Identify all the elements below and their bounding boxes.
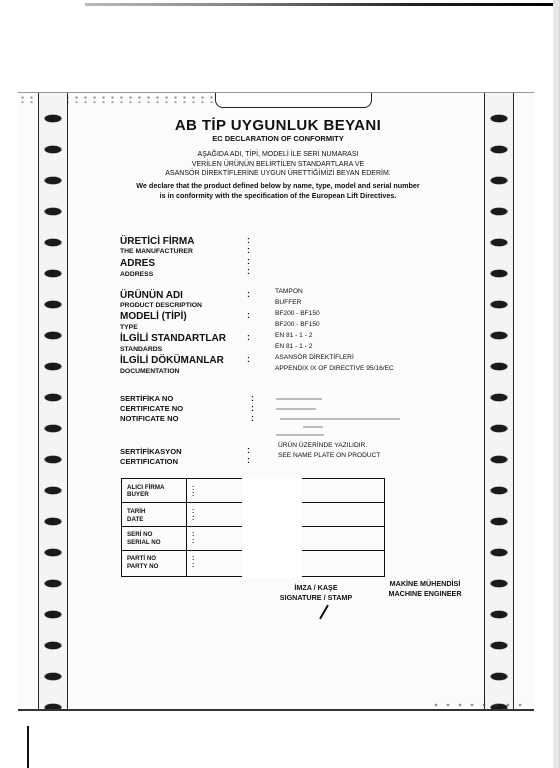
table-row-label: DATE bbox=[127, 516, 144, 523]
documentation-value-tr: ASANSÖR DİREKTİFLERİ bbox=[275, 354, 354, 361]
engineer-title-en: MACHINE ENGINEER bbox=[388, 589, 462, 598]
signature-label-en: SIGNATURE / STAMP bbox=[279, 593, 353, 602]
english-declaration-line: We declare that the product defined below by name, type, model and serial number bbox=[136, 181, 420, 190]
certificate-label-en: CERTIFICATE NO bbox=[120, 404, 184, 413]
turkish-declaration-line: ASANSÖR DİREKTİFLERİNE UYGUN ÜRETTİĞİMİZİ BEYAN EDERİM. bbox=[165, 170, 391, 177]
certificate-colon: : bbox=[251, 393, 254, 403]
standards-label-en: STANDARDS bbox=[120, 346, 163, 353]
right-tractor-feed-strip bbox=[484, 93, 514, 709]
standards-value: EN 81 - 1 - 2 bbox=[275, 332, 313, 339]
table-colon: : bbox=[192, 515, 195, 522]
left-tractor-feed-strip bbox=[38, 93, 68, 709]
manufacturer-label: ÜRETİCİ FİRMA bbox=[120, 236, 195, 247]
address-colon: : bbox=[247, 266, 250, 276]
redacted-notified-body bbox=[276, 434, 324, 436]
table-row-label: BUYER bbox=[127, 491, 149, 498]
certification-colon: : bbox=[247, 445, 250, 455]
notificate-colon: : bbox=[251, 413, 254, 423]
turkish-declaration-line: AŞAĞIDA ADI, TİPİ, MODELİ İLE SERİ NUMARASI bbox=[197, 151, 359, 158]
redacted-table-values bbox=[242, 477, 302, 578]
table-row-label: SERİ NO bbox=[127, 531, 153, 538]
model-label: MODELİ (TİPİ) bbox=[120, 311, 187, 322]
table-colon: : bbox=[192, 555, 195, 562]
english-declaration bbox=[78, 181, 478, 201]
table-row-label: SERIAL NO bbox=[127, 539, 161, 546]
address-label-en: ADDRESS bbox=[120, 271, 154, 278]
scan-right-edge bbox=[553, 0, 559, 768]
certificate-colon: : bbox=[251, 403, 254, 413]
address-label: ADRES bbox=[120, 258, 156, 269]
product-value-en: BUFFER bbox=[275, 299, 302, 306]
signature-label: İMZA / KAŞE bbox=[294, 583, 338, 592]
scan-top-line bbox=[85, 3, 555, 6]
manufacturer-colon: : bbox=[247, 235, 250, 245]
signature-block bbox=[276, 583, 356, 603]
manufacturer-colon: : bbox=[247, 245, 250, 255]
table-colon: : bbox=[192, 485, 195, 492]
documentation-value-en: APPENDIX IX OF DIRECTIVE 95/16/EC bbox=[275, 365, 394, 372]
english-declaration-line: is in conformity with the specification of the European Lift Directives. bbox=[159, 191, 397, 200]
redacted-certificate-number bbox=[276, 408, 316, 410]
table-column-divider bbox=[186, 479, 187, 576]
documentation-label-en: DOCUMENTATION bbox=[120, 368, 180, 375]
turkish-declaration-line: VERİLEN ÜRÜNÜN BELİRTİLEN STANDARTLARA VE bbox=[191, 160, 365, 168]
table-colon: : bbox=[192, 508, 195, 515]
table-row-label: TARİH bbox=[127, 508, 146, 515]
certification-label-en: CERTIFICATION bbox=[120, 457, 179, 466]
document-title: AB TİP UYGUNLUK BEYANI bbox=[174, 117, 382, 134]
redacted-notified-body bbox=[280, 418, 400, 420]
model-value: BF200 - BF150 bbox=[275, 321, 320, 328]
product-label-en: PRODUCT DESCRIPTION bbox=[120, 302, 202, 309]
documentation-colon: : bbox=[247, 354, 250, 364]
table-colon: : bbox=[192, 491, 195, 498]
model-label-en: TYPE bbox=[120, 324, 138, 331]
model-value: BF200 - BF150 bbox=[275, 310, 320, 317]
table-colon: : bbox=[192, 538, 195, 545]
table-colon: : bbox=[192, 562, 195, 569]
certification-label: SERTİFİKASYON bbox=[120, 447, 182, 456]
margin-mark bbox=[27, 726, 29, 768]
product-label: ÜRÜNÜN ADI bbox=[120, 290, 183, 301]
table-colon: : bbox=[192, 531, 195, 538]
notificate-label: NOTIFICATE NO bbox=[120, 414, 179, 423]
declaration-sheet bbox=[18, 92, 534, 711]
engineer-block bbox=[375, 579, 475, 599]
buyer-info-table bbox=[121, 478, 385, 577]
turkish-declaration bbox=[78, 150, 478, 179]
document-subtitle: EC DECLARATION OF CONFORMITY bbox=[212, 134, 344, 143]
table-row-label: PARTİ NO bbox=[127, 555, 157, 562]
certificate-label: SERTİFİKA NO bbox=[120, 394, 174, 403]
documentation-label: İLGİLİ DÖKÜMANLAR bbox=[120, 355, 224, 366]
redacted-notified-body bbox=[303, 426, 323, 428]
engineer-title: MAKİNE MÜHENDİSİ bbox=[389, 579, 461, 588]
standards-colon: : bbox=[247, 332, 250, 342]
table-row-label: PARTY NO bbox=[127, 563, 159, 570]
scan-specks bbox=[430, 702, 530, 708]
header-tab-frame bbox=[215, 93, 372, 108]
signature-mark bbox=[319, 605, 329, 620]
model-colon: : bbox=[247, 310, 250, 320]
certification-value-tr: ÜRÜN ÜZERİNDE YAZILIDIR. bbox=[278, 442, 368, 449]
certification-colon: : bbox=[247, 455, 250, 465]
product-colon: : bbox=[247, 289, 250, 299]
certification-value-en: SEE NAME PLATE ON PRODUCT bbox=[278, 452, 381, 459]
redacted-certificate-number bbox=[276, 398, 322, 400]
standards-value: EN 81 - 1 - 2 bbox=[275, 343, 313, 350]
address-colon: : bbox=[247, 256, 250, 266]
standards-label: İLGİLİ STANDARTLAR bbox=[120, 333, 226, 344]
table-row-label: ALICI FİRMA bbox=[127, 484, 165, 491]
manufacturer-label-en: THE MANUFACTURER bbox=[120, 248, 193, 255]
product-value-tr: TAMPON bbox=[275, 288, 303, 295]
